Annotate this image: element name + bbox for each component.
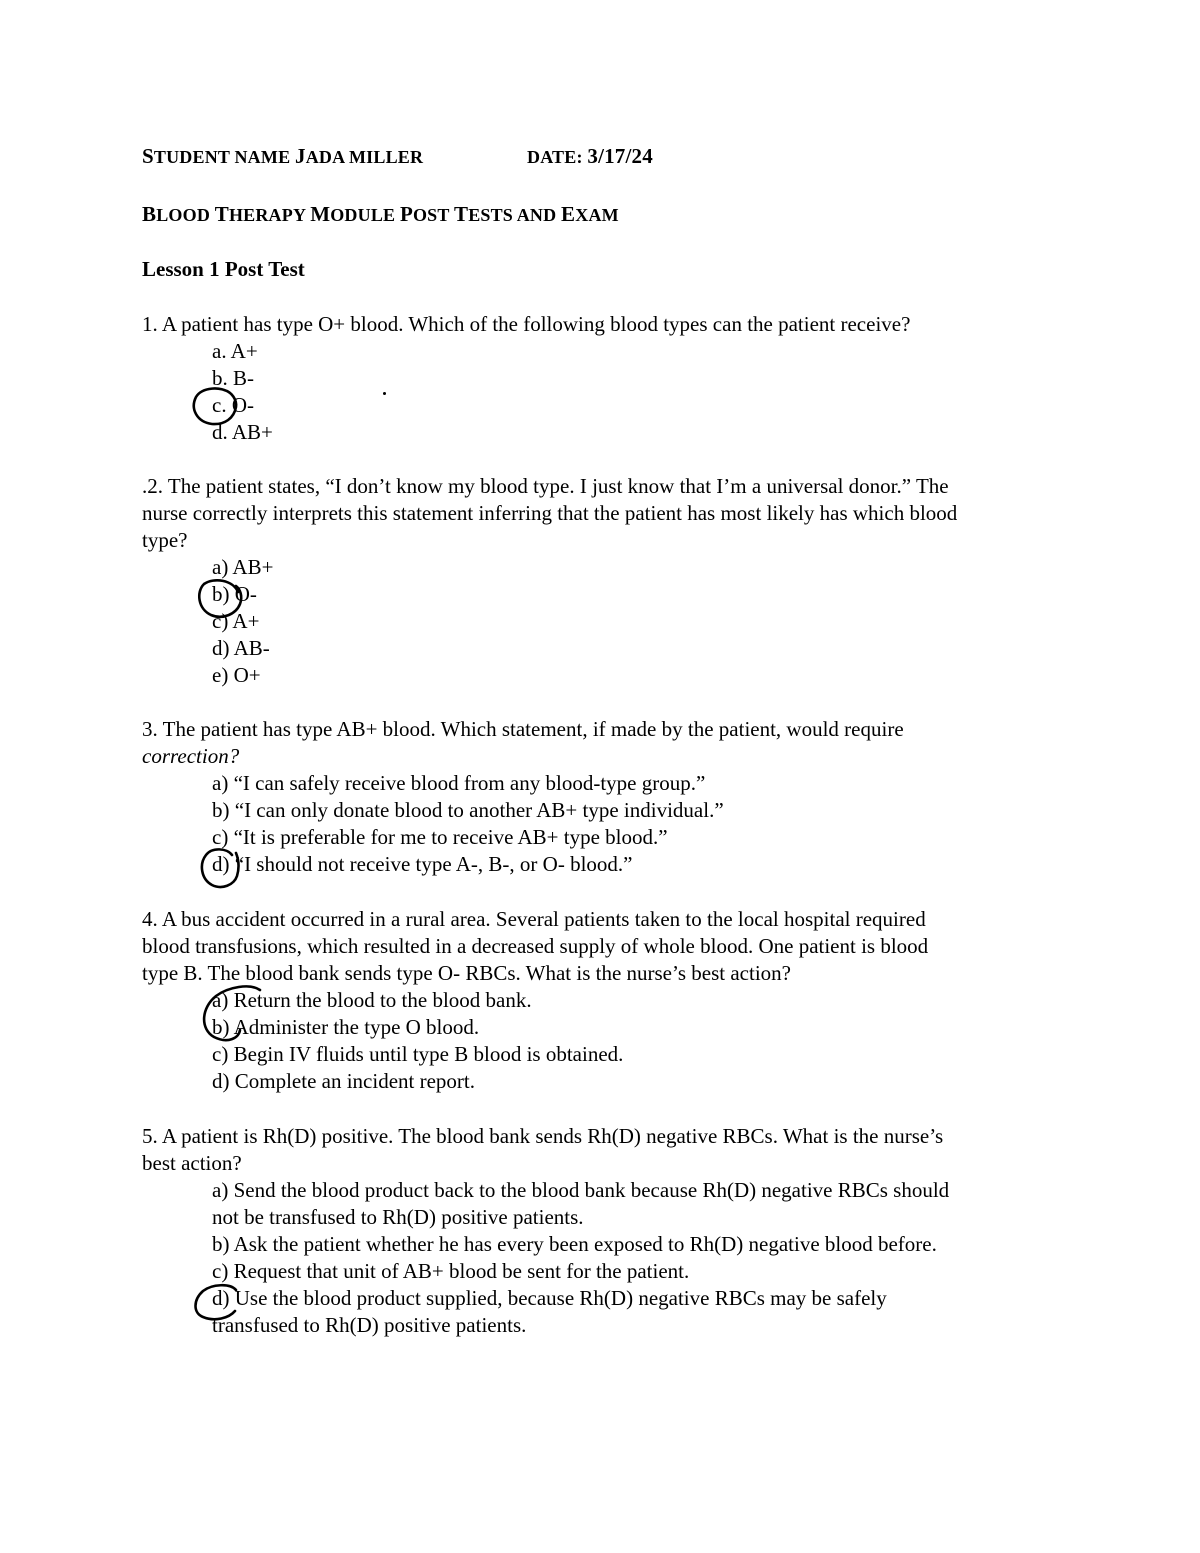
question-4-text-line-2: blood transfusions, which resulted in a decreased supply of whole blood. One patient is blood	[142, 934, 929, 958]
question-5-option-d: d) Use the blood product supplied, because Rh(D) negative RBCs may be safely	[212, 1286, 887, 1310]
question-5-option-c: c) Request that unit of AB+ blood be sent for the patient.	[212, 1259, 690, 1283]
student-header: STUDENT NAME JADA MILLER	[142, 144, 424, 168]
question-2-option-e: e) O+	[212, 663, 261, 687]
question-2-text-line-2: nurse correctly interprets this statement inferring that the patient has most likely has which blood	[142, 501, 958, 525]
question-4-option-d: d) Complete an incident report.	[212, 1069, 476, 1093]
question-4-option-a: a) Return the blood to the blood bank.	[212, 988, 532, 1012]
question-2-option-a: a) AB+	[212, 555, 274, 579]
date-header: DATE: 3/17/24	[527, 144, 653, 168]
question-5-option-a-cont: not be transfused to Rh(D) positive patients.	[212, 1205, 584, 1229]
question-2-text-line-1: .2. The patient states, “I don’t know my blood type. I just know that I’m a universal donor.” The	[142, 474, 949, 498]
question-1-text: 1. A patient has type O+ blood. Which of the following blood types can the patient receive?	[142, 312, 911, 336]
question-4-text-line-3: type B. The blood bank sends type O- RBCs. What is the nurse’s best action?	[142, 961, 791, 985]
question-4-text-line-1: 4. A bus accident occurred in a rural area. Several patients taken to the local hospital required	[142, 907, 926, 931]
question-4-option-c: c) Begin IV fluids until type B blood is obtained.	[212, 1042, 624, 1066]
question-3-option-a: a) “I can safely receive blood from any blood-type group.”	[212, 771, 706, 795]
question-5-option-b: b) Ask the patient whether he has every been exposed to Rh(D) negative blood before.	[212, 1232, 937, 1256]
question-3-option-c: c) “It is preferable for me to receive AB+ type blood.”	[212, 825, 668, 849]
question-5-option-d-cont: transfused to Rh(D) positive patients.	[212, 1313, 527, 1337]
question-2-option-d: d) AB-	[212, 636, 270, 660]
question-1-option-b: b. B-	[212, 366, 254, 390]
document-title: BLOOD THERAPY MODULE POST TESTS AND EXAM	[142, 202, 619, 226]
question-1-option-d: d. AB+	[212, 420, 273, 444]
question-4-option-b: b) Administer the type O blood.	[212, 1015, 480, 1039]
question-3-option-d: d) “I should not receive type A-, B-, or O- blood.”	[212, 852, 633, 876]
lesson-heading: Lesson 1 Post Test	[142, 257, 305, 281]
question-5-option-a: a) Send the blood product back to the blood bank because Rh(D) negative RBCs should	[212, 1178, 950, 1202]
question-3-text-line-1: 3. The patient has type AB+ blood. Which statement, if made by the patient, would require	[142, 717, 904, 741]
stray-mark	[383, 392, 386, 395]
question-2-option-c: c) A+	[212, 609, 260, 633]
question-2-option-b: b) O-	[212, 582, 257, 606]
question-1-option-a: a. A+	[212, 339, 258, 363]
question-3-option-b: b) “I can only donate blood to another AB+ type individual.”	[212, 798, 724, 822]
question-5-text-line-2: best action?	[142, 1151, 242, 1175]
question-3-text-line-2: correction?	[142, 744, 240, 768]
question-2-text-line-3: type?	[142, 528, 188, 552]
question-5-text-line-1: 5. A patient is Rh(D) positive. The blood bank sends Rh(D) negative RBCs. What is the nurse’s	[142, 1124, 944, 1148]
question-1-option-c: c. O-	[212, 393, 254, 417]
